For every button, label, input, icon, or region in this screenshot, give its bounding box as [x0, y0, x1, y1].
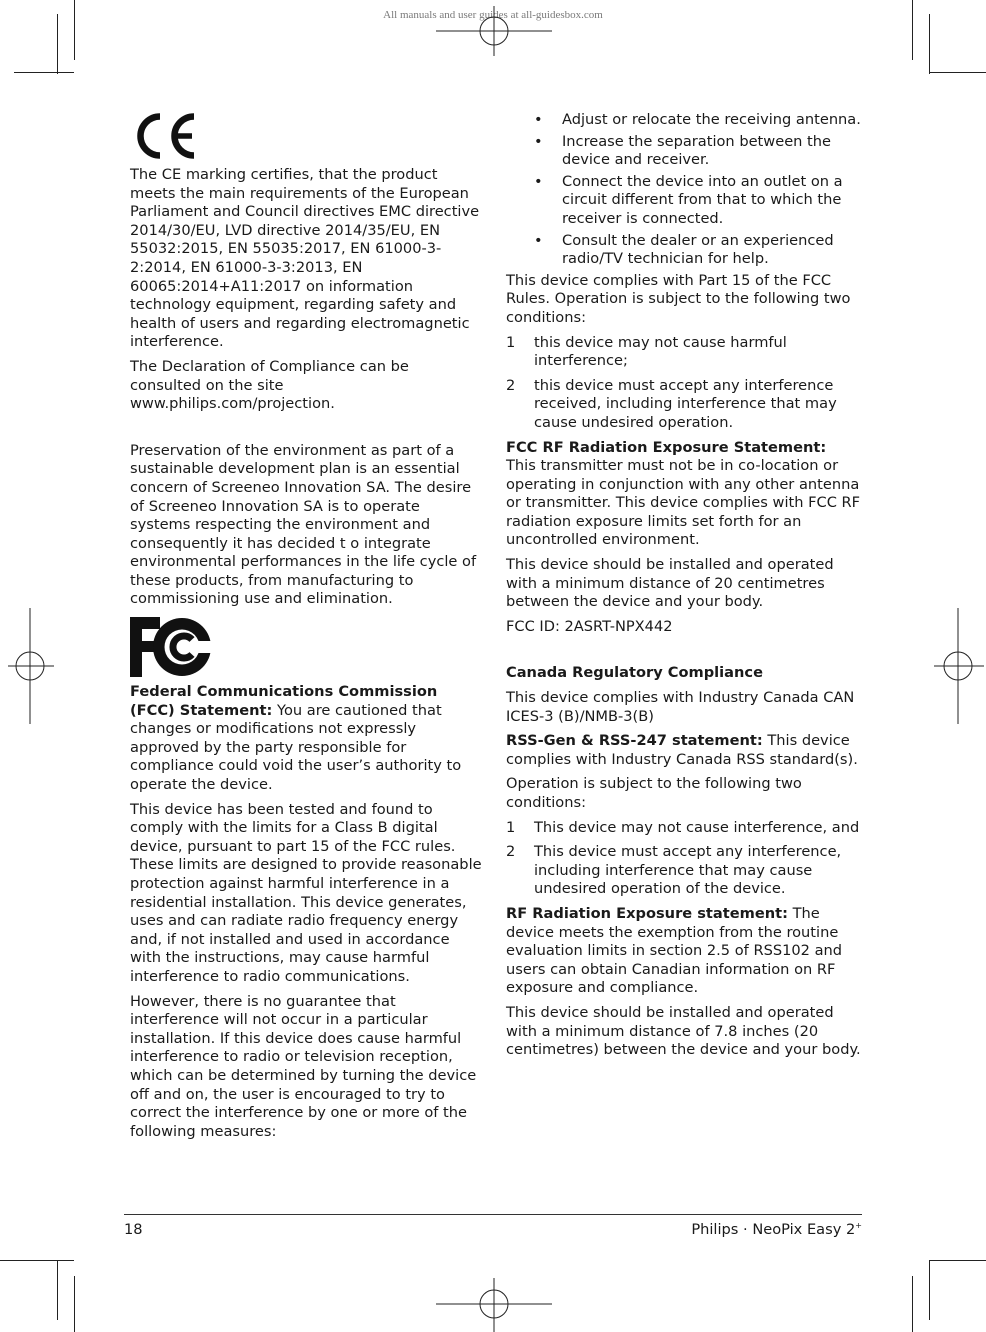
operation-text: Operation is subject to the following two conditions: [506, 775, 802, 811]
crop-mark [57, 14, 58, 74]
condition-text: This device must accept any interference, including interference that may cause undesired operation of the device. [534, 843, 842, 898]
list-item [506, 232, 861, 269]
canada-heading-text: Canada Regulatory Compliance [506, 664, 763, 682]
fcc-statement-text: You are cautioned that changes or modifications not expressly approved by the party responsible for compliance could void the user’s authority to operate the device. [130, 701, 462, 794]
fcc-logo [130, 617, 214, 677]
condition-text: This device may not cause interference, and [534, 818, 860, 836]
distance-text: This device should be installed and operated with a minimum distance of 20 centimetres between the device and your body. [506, 556, 834, 611]
fcc-tested-text: This device has been tested and found to comply with the limits for a Class B digital device, pursuant to part 15 of the FCC rules. These limits are designed to provide reasonable protection against harmful interference in a residential installation. This device generates, uses and can radiate radio frequency energy and, if not installed and used in accordance with the instructions, may cause harmful interference to radio communications. [130, 800, 482, 985]
rf-exposure [506, 439, 861, 551]
part15-text: This device complies with Part 15 of the FCC Rules. Operation is subject to the following two conditions: [506, 271, 851, 326]
list-item [506, 111, 861, 130]
bullet: • [534, 172, 543, 190]
product-suffix: + [855, 1221, 862, 1231]
fcc-guarantee-text: However, there is no guarantee that interference will not occur in a particular installation. If this device does cause harmful interference to radio or television reception, which can be determined by turning the device off and on, the user is encouraged to try to correct the interference by one or more of the following measures: [130, 992, 477, 1140]
rf-canada-heading: RF Radiation Exposure statement: [506, 904, 788, 922]
measure-text: Connect the device into an outlet on a circuit different from that to which the receiver is connected. [562, 172, 843, 227]
watermark: All manuals and user guides at all-guidesbox.com [383, 9, 603, 21]
spacer [130, 420, 482, 442]
rss-heading: RSS-Gen & RSS-247 statement: [506, 732, 763, 750]
item-number: 2 [506, 376, 516, 394]
measure-text: Increase the separation between the device and receiver. [562, 132, 832, 169]
fcc-statement [130, 683, 482, 795]
right-column [506, 111, 861, 1066]
spacer [506, 642, 861, 664]
crop-mark [912, 1276, 913, 1332]
crop-mark [929, 1260, 930, 1320]
rf-text: This transmitter must not be in co-location or operating in conjunction with any other antenna or transmitter. This device complies with FCC RF radiation exposure limits set forth for an uncontrolled environment. [506, 457, 861, 549]
registration-mark-left [8, 608, 54, 724]
bullet: • [534, 231, 543, 249]
crop-mark [912, 0, 913, 60]
measure-text: Consult the dealer or an experienced radio/TV technician for help. [562, 231, 834, 268]
condition-text: this device may not cause harmful interference; [534, 333, 787, 370]
item-number: 1 [506, 818, 516, 836]
item-number: 1 [506, 333, 516, 351]
measures-list [506, 111, 861, 269]
ce-mark-logo [130, 112, 198, 160]
rss-statement [506, 732, 861, 769]
measure-text: Adjust or relocate the receiving antenna. [562, 111, 861, 128]
crop-mark [929, 1260, 986, 1261]
crop-mark [14, 72, 74, 73]
list-item [506, 334, 861, 371]
canada-heading [506, 664, 861, 683]
canada-conditions [506, 819, 861, 899]
left-column [130, 112, 482, 1147]
product-name [691, 1221, 862, 1238]
crop-mark [929, 72, 986, 73]
registration-mark-bottom [436, 1278, 552, 1332]
crop-mark [929, 14, 930, 74]
condition-text: this device must accept any interference received, including interference that may cause undesired operation. [534, 376, 837, 431]
rf-canada [506, 905, 861, 998]
registration-mark-right [934, 608, 984, 724]
crop-mark [0, 1260, 74, 1261]
list-item [506, 133, 861, 170]
crop-mark [74, 1276, 75, 1332]
list-item [506, 843, 861, 899]
fcc-heading: Federal Communications Commission (FCC) Statement: [130, 683, 438, 719]
crop-mark [57, 1260, 58, 1320]
page-number: 18 [124, 1221, 143, 1238]
registration-mark-top [436, 6, 552, 56]
distance-canada-text: This device should be installed and operated with a minimum distance of 7.8 inches (20 centimetres) between the device and your body. [506, 1003, 861, 1059]
list-item [506, 173, 861, 229]
rf-heading: FCC RF Radiation Exposure Statement: [506, 438, 827, 456]
declaration-text: The Declaration of Compliance can be consulted on the site www.philips.com/projection. [130, 357, 409, 413]
part15-conditions [506, 334, 861, 433]
canada-text: This device complies with Industry Canada CAN ICES-3 (B)/NMB-3(B) [506, 689, 855, 725]
rss-text: This device complies with Industry Canada RSS standard(s). [506, 732, 858, 768]
environment-text: Preservation of the environment as part of a sustainable development plan is an essential concern of Screeneo Innovation SA. The desire of Screeneo Innovation SA is to operate systems respecting the environment and consequently it has decided t o integrate environmental performances in the life cycle of these products, from manufacturing to commissioning use and elimination. [130, 441, 477, 608]
ce-marking-text: The CE marking certifies, that the product meets the main requirements of the European Parliament and Council directives EMC directive 2014/30/EU, LVD directive 2014/35/EU, EN 55032:2015, EN 55035:2017, EN 61000-3-2:2014, EN 61000-3-3:2013, EN 60065:2014+A11:2017 on information technology equipment, regarding safety and health of users and regarding electromagnetic interference. [130, 166, 480, 351]
item-number: 2 [506, 843, 516, 861]
bullet: • [534, 132, 543, 150]
bullet: • [534, 111, 543, 128]
footer-rule [124, 1214, 862, 1215]
product-text: Philips · NeoPix Easy 2 [691, 1221, 856, 1238]
list-item [506, 819, 861, 838]
list-item [506, 377, 861, 433]
fcc-id: FCC ID: 2ASRT-NPX442 [506, 617, 673, 635]
crop-mark [74, 0, 75, 60]
rf-canada-text: The device meets the exemption from the routine evaluation limits in section 2.5 of RSS102 and users can obtain Canadian information on RF exposure and compliance. [506, 904, 843, 997]
